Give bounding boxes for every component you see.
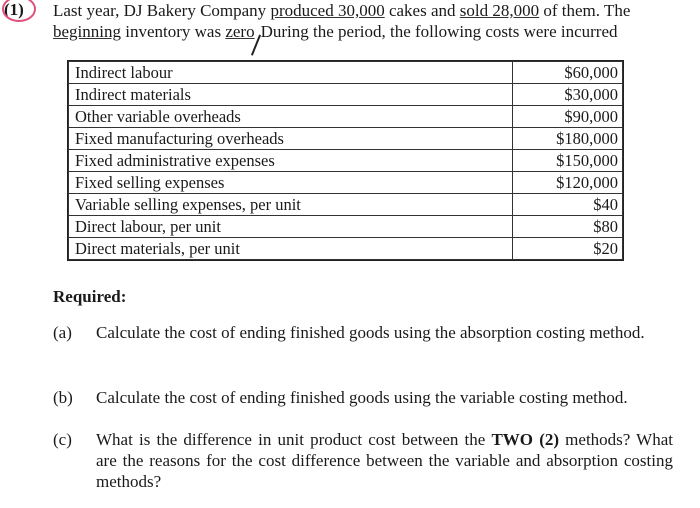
question-intro <box>53 0 693 42</box>
item-text: What is the difference in unit product cost between the TWO (2) methods? What are the reasons for the cost difference between the variable and absorption costing methods? <box>96 430 673 491</box>
emphasis-two: TWO (2) <box>491 430 560 449</box>
table-row <box>69 238 623 260</box>
table-row <box>69 128 623 150</box>
question-number <box>4 0 24 20</box>
cost-table-body <box>69 62 623 260</box>
required-heading: Required: <box>53 287 127 306</box>
table-row <box>69 194 623 216</box>
cost-item: Variable selling expenses, per unit <box>69 194 513 216</box>
cost-item: Direct materials, per unit <box>69 238 513 260</box>
cost-item: Fixed selling expenses <box>69 172 513 194</box>
cost-amount: $30,000 <box>513 84 623 106</box>
question-number-text: (1) <box>4 0 24 19</box>
cost-amount: $40 <box>513 194 623 216</box>
cost-amount: $80 <box>513 216 623 238</box>
cost-amount: $90,000 <box>513 106 623 128</box>
underlined-zero: zero <box>225 22 255 41</box>
table-row <box>69 84 623 106</box>
underlined-produced: produced 30,000 <box>270 1 385 20</box>
intro-line-1: Last year, DJ Bakery Company produced 30,000 cakes and sold 28,000 of them. The <box>53 1 631 20</box>
table-row <box>69 106 623 128</box>
table-row <box>69 62 623 84</box>
underlined-sold: sold 28,000 <box>459 1 540 20</box>
item-label: (c) <box>53 430 72 449</box>
cost-amount: $150,000 <box>513 150 623 172</box>
underlined-beginning: beginning <box>53 22 121 41</box>
cost-item: Indirect labour <box>69 62 513 84</box>
item-label: (a) <box>53 323 72 342</box>
cost-amount: $20 <box>513 238 623 260</box>
intro-line-2: beginning inventory was zero During the period, the following costs were incurred <box>53 22 618 41</box>
cost-amount: $120,000 <box>513 172 623 194</box>
item-text: Calculate the cost of ending finished goods using the absorption costing method. <box>96 323 645 342</box>
table-row <box>69 216 623 238</box>
table-row <box>69 172 623 194</box>
cost-item: Indirect materials <box>69 84 513 106</box>
cost-table <box>68 61 623 260</box>
cost-amount: $60,000 <box>513 62 623 84</box>
item-label: (b) <box>53 388 73 407</box>
highlight-circle-icon <box>2 0 36 22</box>
cost-item: Fixed manufacturing overheads <box>69 128 513 150</box>
cost-item: Direct labour, per unit <box>69 216 513 238</box>
cost-item: Other variable overheads <box>69 106 513 128</box>
cost-item: Fixed administrative expenses <box>69 150 513 172</box>
cost-amount: $180,000 <box>513 128 623 150</box>
table-row <box>69 150 623 172</box>
item-text: Calculate the cost of ending finished goods using the variable costing method. <box>96 388 628 407</box>
